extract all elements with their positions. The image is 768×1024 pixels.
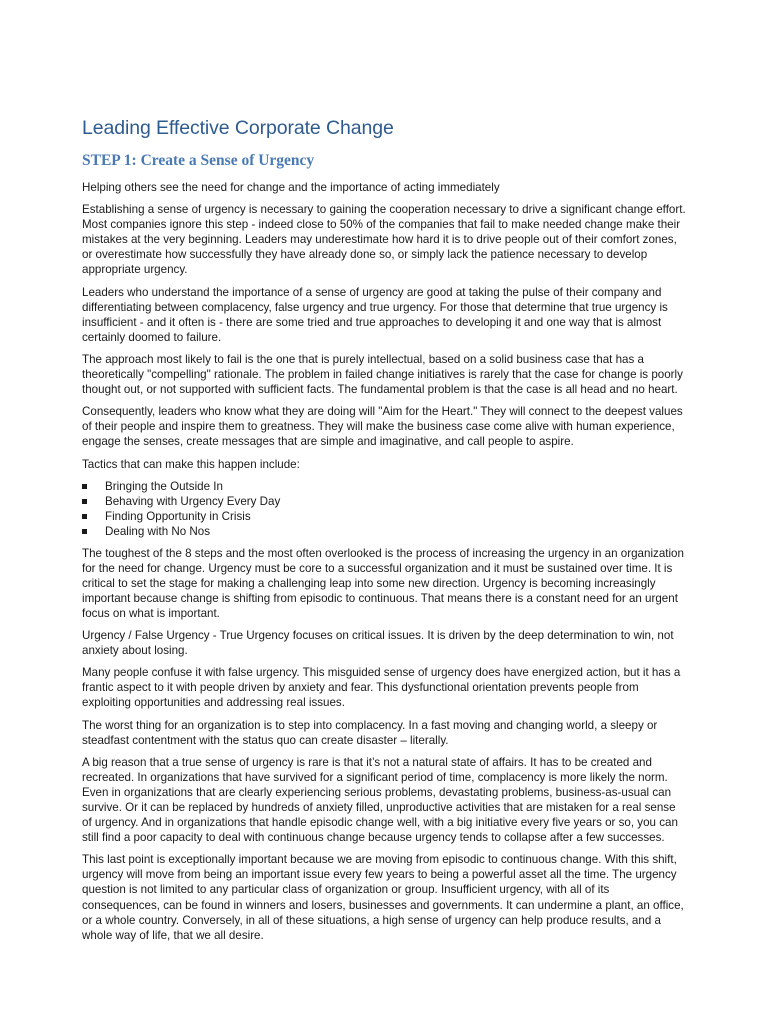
paragraph-intro: Helping others see the need for change and the importance of acting immediately (82, 181, 500, 194)
list-item (82, 479, 688, 494)
list-item (82, 524, 688, 539)
square-bullet-icon (82, 509, 105, 524)
square-bullet-icon (82, 494, 105, 509)
paragraph-consequently: Consequently, leaders who know what they are doing will "Aim for the Heart." They will connect to the deepest values of their people and inspire them to greatness. They will make the business case come alive with human experience, engage the senses, create messages that are simple and imaginative, and call people to aspire. (82, 405, 683, 449)
document-page (82, 116, 688, 950)
list-item-text: Bringing the Outside In (105, 479, 223, 493)
square-bullet-icon (82, 479, 105, 494)
paragraph-leaders: Leaders who understand the importance of a sense of urgency are good at taking the pulse of their company and differentiating between complacency, false urgency and true urgency. For those that determine that true urgency is insufficient - and it often is - there are some tried and true approaches to developing it and one way that is almost certainly doomed to failure. (82, 285, 668, 344)
paragraph-confuse: Many people confuse it with false urgency. This misguided sense of urgency does have energized action, but it has a frantic aspect to it with people driven by anxiety and fear. This dysfunctional orientation prevents people from exploiting opportunities and addressing real issues. (82, 666, 681, 710)
paragraph-establishing: Establishing a sense of urgency is necessary to gaining the cooperation necessary to drive a significant change effort. Most companies ignore this step - indeed close to 50% of the companies that fail to make needed change make their mistakes at the very beginning. Leaders may underestimate how hard it is to drive people out of their comfort zones, or overestimate how successfully they have already done so, or simply lack the patience necessary to develop appropriate urgency. (82, 203, 686, 277)
paragraph-toughest: The toughest of the 8 steps and the most often overlooked is the process of increasing the urgency in an organization for the need for change. Urgency must be core to a successful organization and it must be sustained over time. It is critical to set the stage for making a challenging leap into some new direction. Urgency is becoming increasingly important because change is shifting from episodic to continuous. That means there is a constant need for an urgent focus on what is important. (82, 546, 684, 620)
tactics-list (82, 479, 688, 539)
list-item-text: Dealing with No Nos (105, 524, 211, 538)
list-item-text: Finding Opportunity in Crisis (105, 509, 251, 523)
paragraph-approach: The approach most likely to fail is the one that is purely intellectual, based on a solid business case that has a theoretically "compelling" rationale. The problem in failed change initiatives is rarely that the case for change is poorly thought out, or not supported with sufficient facts. The fundamental problem is that the case is all head and no heart. (82, 352, 683, 397)
list-item (82, 509, 688, 524)
square-bullet-icon (82, 524, 105, 539)
document-title: Leading Effective Corporate Change (82, 117, 394, 139)
list-item (82, 494, 688, 509)
step-heading: STEP 1: Create a Sense of Urgency (82, 152, 315, 169)
paragraph-worst-thing: The worst thing for an organization is to step into complacency. In a fast moving and changing world, a sleepy or steadfast contentment with the status quo can create disaster – literally. (82, 718, 658, 747)
paragraph-last-point: This last point is exceptionally important because we are moving from episodic to continuous change. With this shift, urgency will move from being an important issue every few years to being a powerful asset all the time. The urgency question is not limited to any particular class of organization or group. Insufficient urgency, with all of its consequences, can be found in winners and losers, businesses and governments. It can undermine a plant, an office, or a whole country. Conversely, in all of these situations, a high sense of urgency can help produce results, and a whole way of life, that we all desire. (82, 853, 684, 942)
paragraph-false-urgency: Urgency / False Urgency - True Urgency focuses on critical issues. It is driven by the deep determination to win, not anxiety about losing. (82, 629, 674, 658)
paragraph-big-reason: A big reason that a true sense of urgency is rare is that it’s not a natural state of affairs. It has to be created and recreated. In organizations that have survived for a significant period of time, complacency is more likely the norm. Even in organizations that are clearly experiencing serious problems, devastating problems, business-as-usual can survive. Or it can be replaced by hundreds of anxiety filled, unproductive activities that are mistaken for a real sense of urgency. And in organizations that handle episodic change well, with a big initiative every five years or so, you can still find a poor capacity to deal with continuous change because urgency tends to collapse after a few successes. (82, 755, 678, 845)
paragraph-tactics: Tactics that can make this happen include: (82, 457, 300, 471)
list-item-text: Behaving with Urgency Every Day (105, 494, 281, 508)
